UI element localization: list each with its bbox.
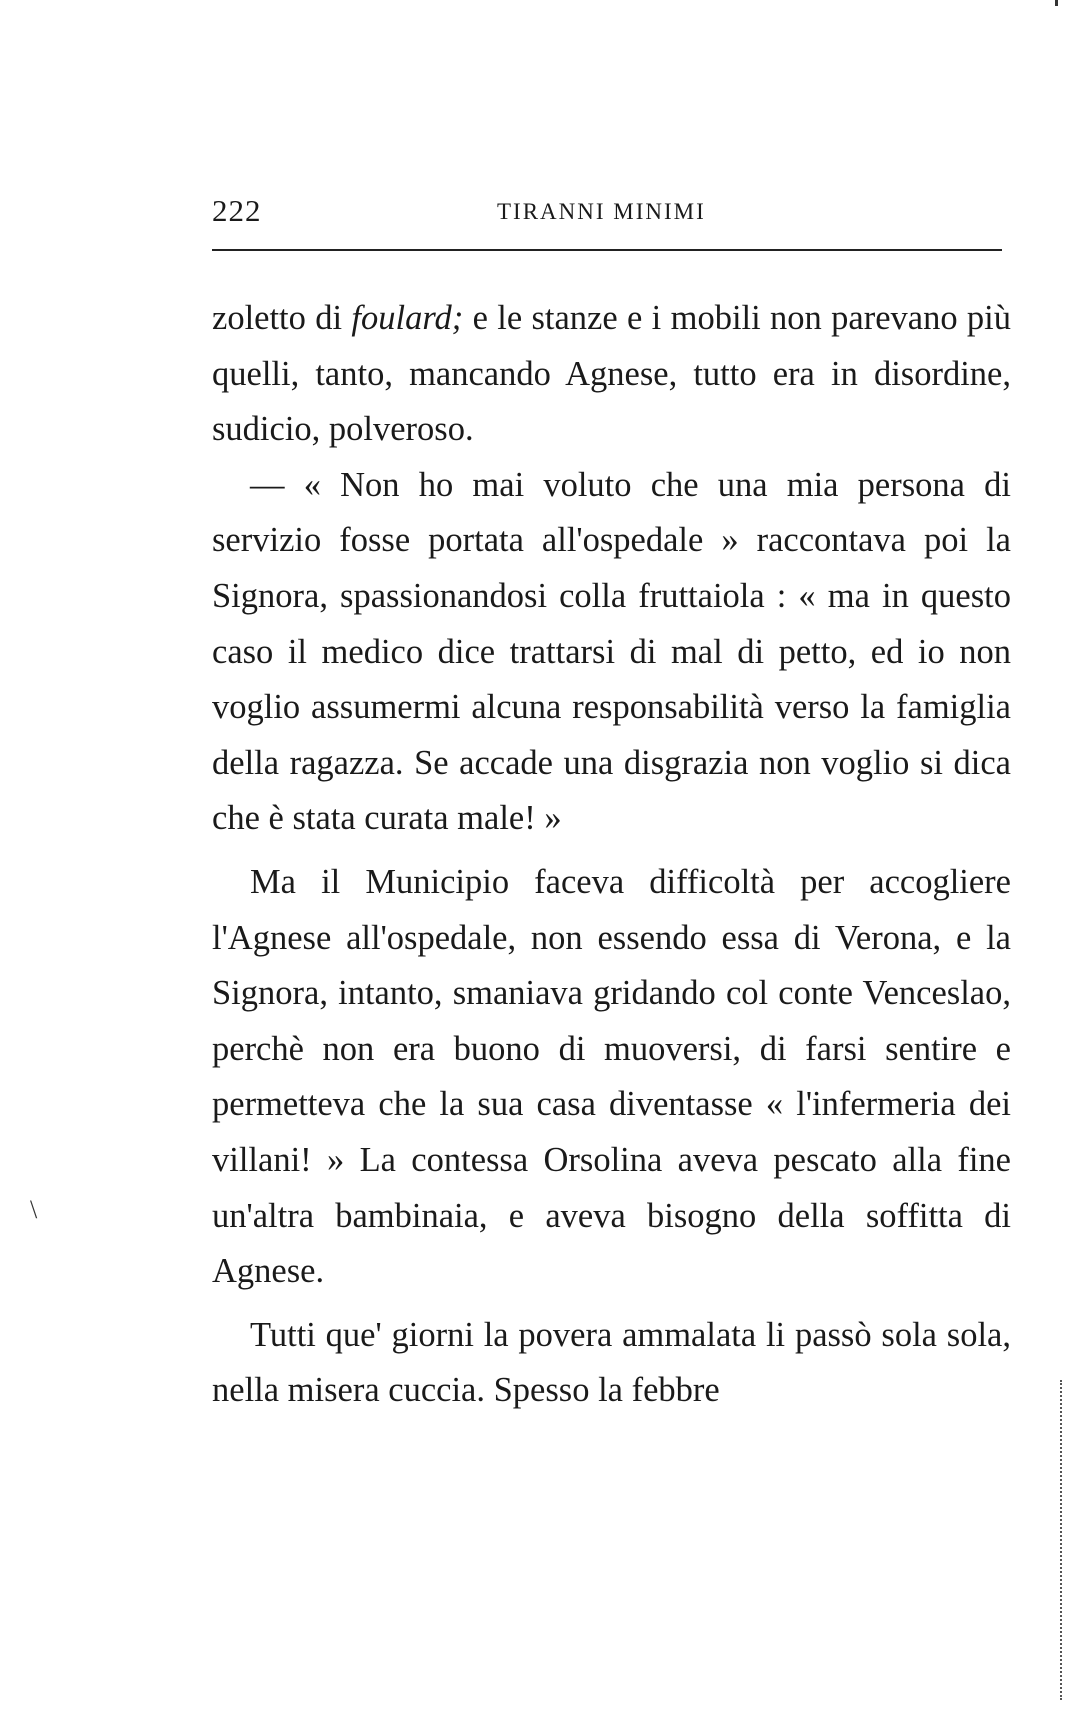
paragraph-1 [212,291,1011,458]
paragraph-1-before: zoletto di [212,299,352,337]
page-number: 222 [212,193,262,228]
body-text [212,291,1011,1419]
header-rule [212,249,1002,251]
paragraph-3: Ma il Municipio faceva difficoltà per accogliere l'Agnese all'ospedale, non essendo essa di Verona, e la Signora, intanto, smaniava gridando col conte Venceslao, perchè non era buono di muoversi, di farsi sentire e permetteva che la sua casa diventasse « l'infermeria dei villani! » La contessa Orsolina aveva pescato alla fine un'altra bambinaia, e aveva bisogno della soffitta di Agnese. [212,862,1011,1291]
running-title: TIRANNI MINIMI [497,199,706,224]
page-header [212,193,1002,233]
paragraph-2: — « Non ho mai voluto che una mia persona di servizio fosse portata all'ospedale » raccontava poi la Signora, spassionandosi colla fruttaiola : « ma in questo caso il medico dice trattarsi di mal di petto, ed io non voglio assumermi alcuna responsabilità verso la famiglia della ragazza. Se accade una disgrazia non voglio si dica che è stata curata male! » [212,465,1011,838]
italic-word: foulard; [351,299,464,337]
page-edge-specks [1054,1380,1062,1700]
paragraph-4: Tutti que' giorni la povera ammalata li passò sola sola, nella misera cuccia. Spesso la febbre [212,1315,1011,1410]
left-margin-mark: \ [30,1195,38,1224]
paragraph-1-after: e le stanze e i mobili non parevano più quelli, tanto, mancando Agnese, tutto era in disordine, sudicio, polveroso. [212,299,1012,449]
page-edge-mark [1055,0,1058,6]
